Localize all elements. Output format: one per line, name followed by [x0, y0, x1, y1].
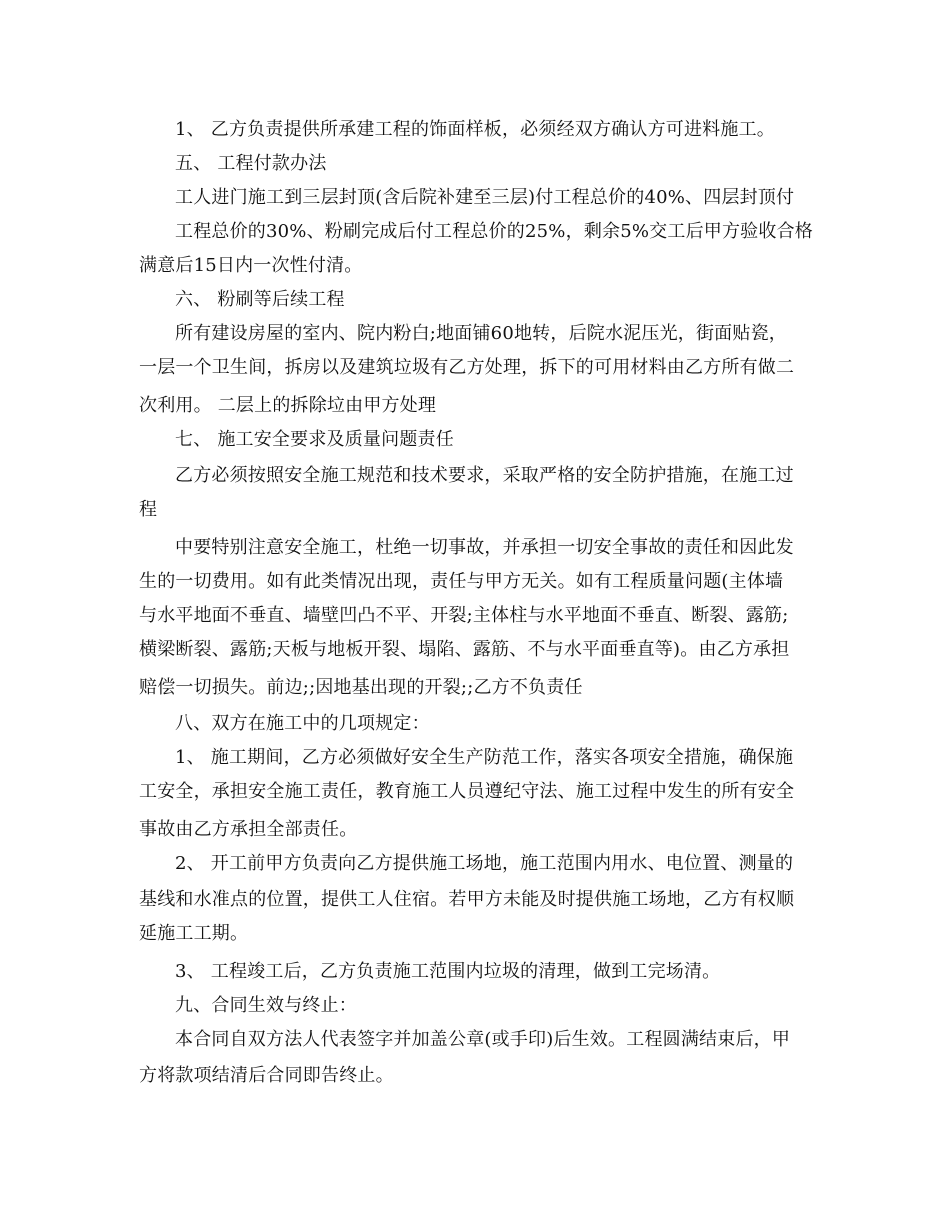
clause-item-1-sample: 1、 乙方负责提供所承建工程的饰面样板，必须经双方确认方可进料施工。 — [175, 119, 775, 140]
paragraph-line: 基线和水准点的位置，提供工人住宿。若甲方未能及时提供施工场地，乙方有权顺 — [139, 889, 795, 910]
paragraph-line: 工人进门施工到三层封顶(含后院补建至三层)付工程总价的40%、四层封顶付 — [175, 187, 795, 208]
paragraph-line: 事故由乙方承担全部责任。 — [139, 819, 358, 840]
clause-item-1: 1、 施工期间，乙方必须做好安全生产防范工作，落实各项安全措施，确保施 — [175, 747, 794, 768]
paragraph-line: 乙方必须按照安全施工规范和技术要求，采取严格的安全防护措施，在施工过 — [175, 465, 794, 486]
paragraph-line: 工安全，承担安全施工责任，教育施工人员遵纪守法、施工过程中发生的所有安全 — [139, 781, 795, 802]
paragraph-line: 满意后15日内一次性付清。 — [139, 255, 363, 276]
paragraph-line: 中要特别注意安全施工，杜绝一切事故，并承担一切安全事故的责任和因此发 — [175, 537, 794, 558]
paragraph-line: 横梁断裂、露筋;天板与地板开裂、塌陷、露筋、不与水平面垂直等)。由乙方承担 — [139, 639, 790, 660]
paragraph-line: 生的一切费用。如有此类情况出现，责任与甲方无关。如有工程质量问题(主体墙 — [139, 571, 784, 592]
paragraph-line: 本合同自双方法人代表签字并加盖公章(或手印)后生效。工程圆满结束后，甲 — [175, 1029, 791, 1050]
clause-item-3: 3、 工程竣工后，乙方负责施工范围内垃圾的清理，做到工完场清。 — [175, 961, 721, 982]
paragraph-line: 次利用。 二层上的拆除垃由甲方处理 — [139, 395, 437, 416]
section-heading-8: 八、双方在施工中的几项规定： — [175, 713, 430, 734]
section-heading-6: 六、 粉刷等后续工程 — [175, 289, 345, 310]
section-heading-7: 七、 施工安全要求及质量问题责任 — [175, 429, 454, 450]
paragraph-line: 程 — [139, 499, 158, 520]
section-heading-5: 五、 工程付款办法 — [175, 153, 327, 174]
section-heading-9: 九、合同生效与终止： — [175, 995, 357, 1016]
paragraph-line: 延施工工期。 — [139, 923, 249, 944]
paragraph-line: 赔偿一切损失。前边;;因地基出现的开裂;;乙方不负责任 — [139, 677, 583, 698]
paragraph-line: 工程总价的30%、粉刷完成后付工程总价的25%，剩余5%交工后甲方验收合格 — [175, 221, 813, 242]
paragraph-line: 方将款项结清后合同即告终止。 — [139, 1065, 394, 1086]
paragraph-line: 与水平地面不垂直、墙壁凹凸不平、开裂;主体柱与水平地面不垂直、断裂、露筋; — [139, 605, 789, 626]
paragraph-line: 一层一个卫生间，拆房以及建筑垃圾有乙方处理，拆下的可用材料由乙方所有做二 — [139, 357, 795, 378]
paragraph-line: 所有建设房屋的室内、院内粉白;地面铺60地转，后院水泥压光，街面贴瓷， — [175, 323, 787, 344]
clause-item-2: 2、 开工前甲方负责向乙方提供施工场地，施工范围内用水、电位置、测量的 — [175, 853, 794, 874]
